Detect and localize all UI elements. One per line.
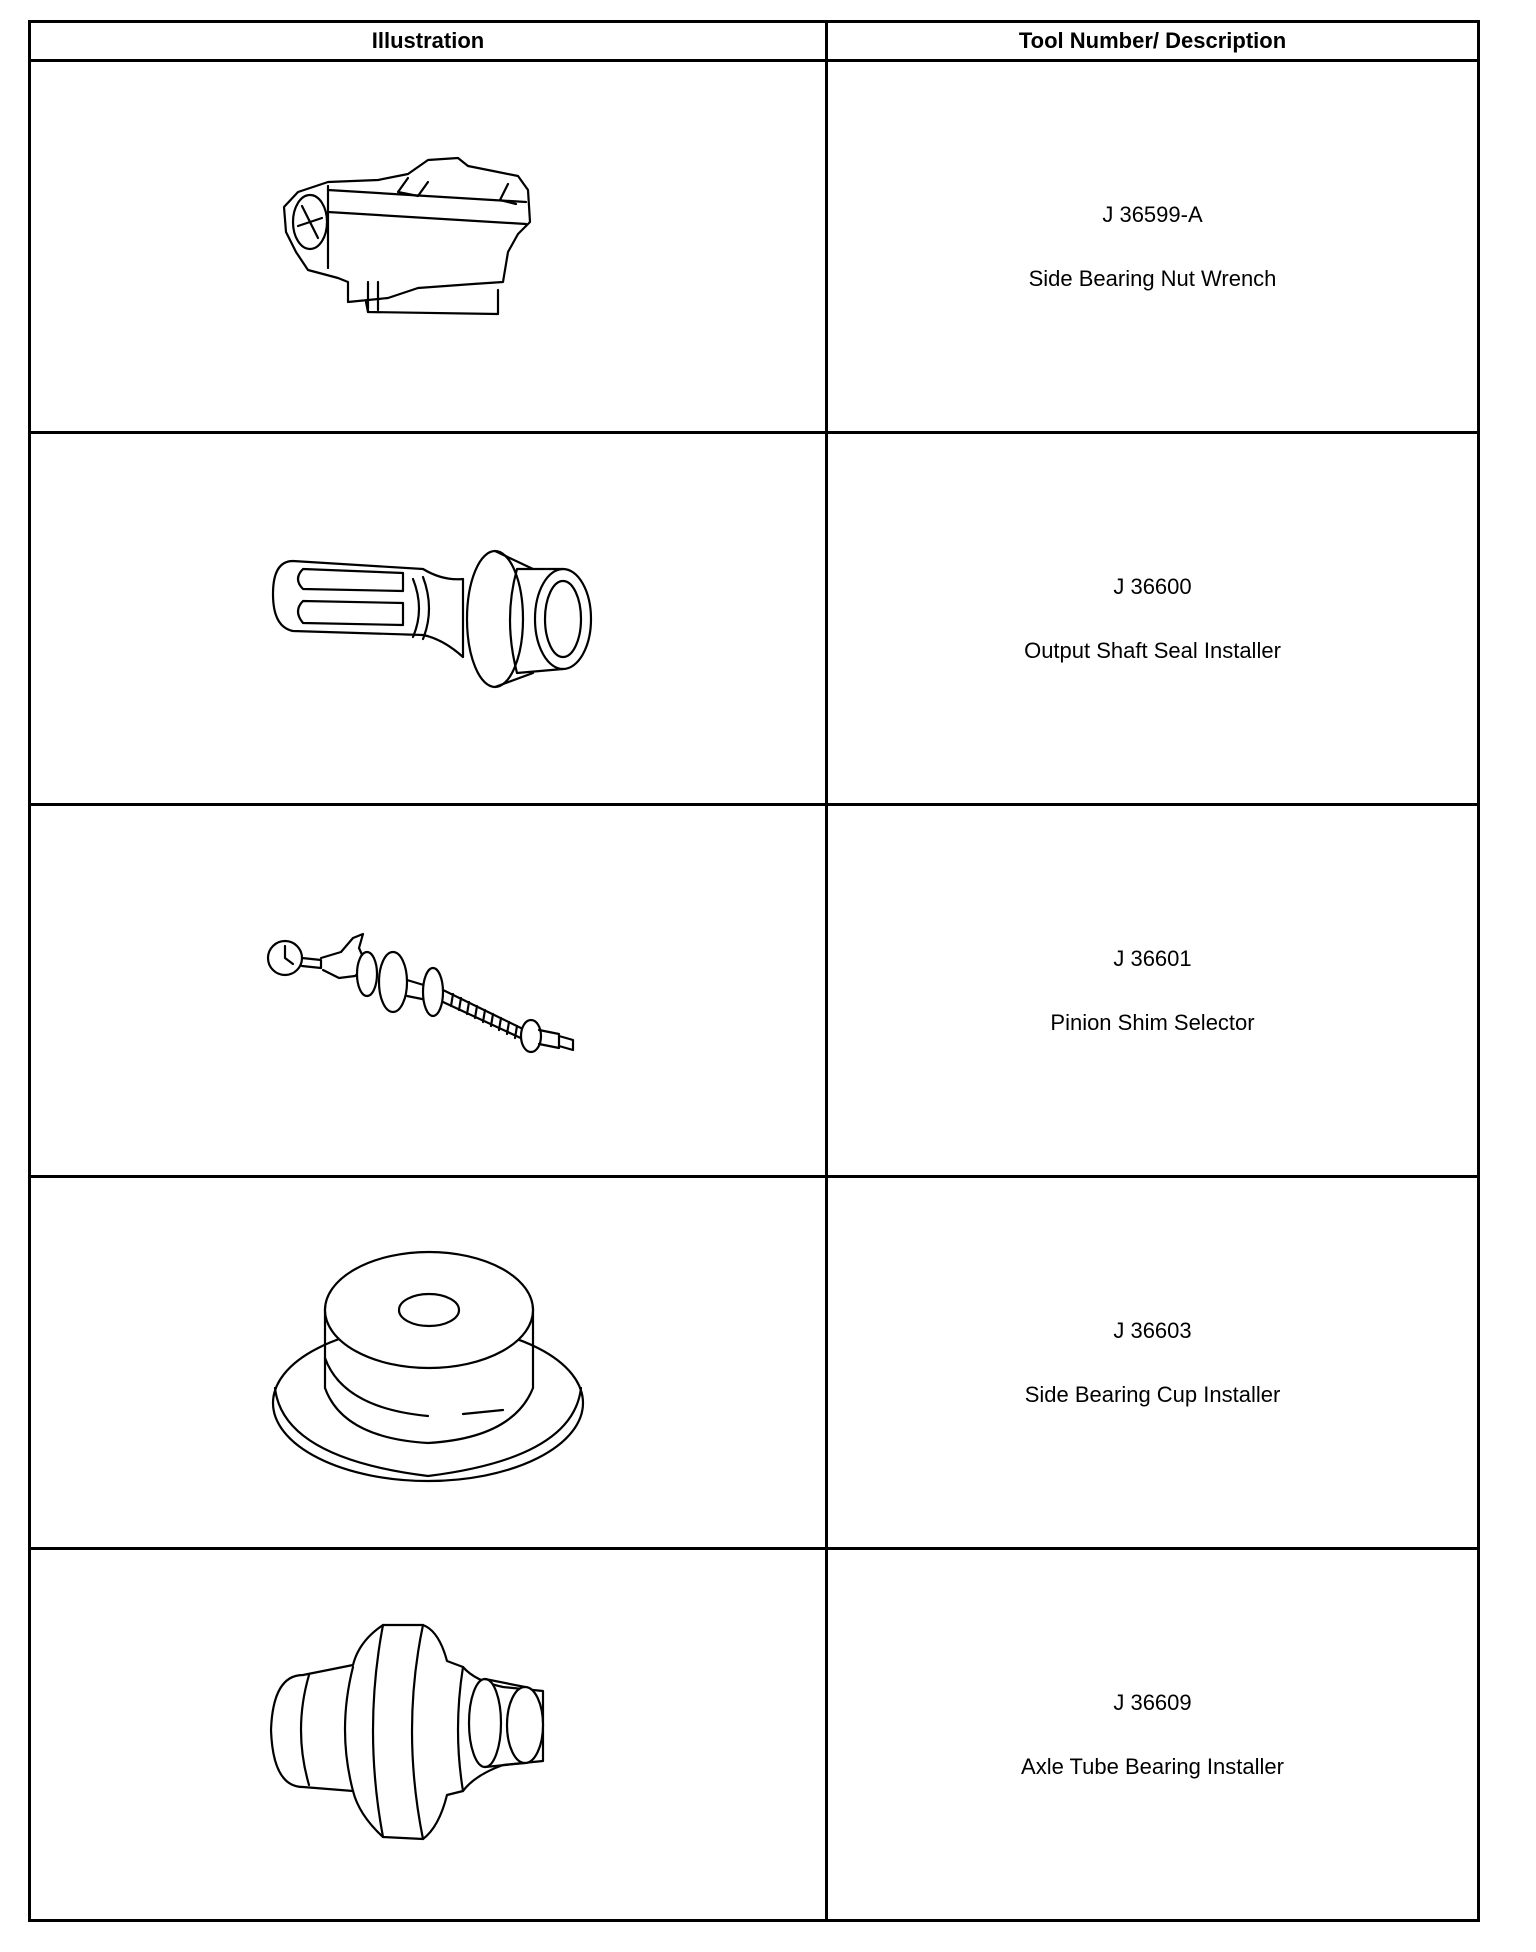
table-row — [30, 1177, 1479, 1549]
tool-number: J 36603 — [1113, 1317, 1192, 1343]
illustration-cell — [30, 1549, 827, 1921]
tool-description — [828, 573, 1477, 663]
illustration-cell — [30, 1177, 827, 1549]
tool-number: J 36600 — [1113, 573, 1192, 599]
illustration-cell — [30, 433, 827, 805]
tool-description — [828, 1317, 1477, 1407]
tool-description — [828, 945, 1477, 1035]
tool-number: J 36609 — [1113, 1689, 1192, 1715]
cup-installer-icon — [263, 1238, 593, 1488]
tool-name: Axle Tube Bearing Installer — [1021, 1753, 1284, 1779]
tool-number: J 36601 — [1113, 945, 1192, 971]
header-illustration: Illustration — [30, 22, 827, 61]
illustration-cell — [30, 61, 827, 433]
tool-name: Output Shaft Seal Installer — [1024, 637, 1281, 663]
tool-number: J 36599-A — [1102, 201, 1203, 227]
tool-description — [828, 201, 1477, 291]
tool-name: Side Bearing Cup Installer — [1024, 1381, 1281, 1407]
header-tool-number: Tool Number/ Description — [827, 22, 1479, 61]
table-row — [30, 61, 1479, 433]
tool-description — [828, 1689, 1477, 1779]
table-row — [30, 1549, 1479, 1921]
table-row — [30, 805, 1479, 1177]
nut-wrench-icon — [268, 152, 588, 342]
table-row — [30, 433, 1479, 805]
tool-table — [28, 20, 1480, 1922]
illustration-cell — [30, 805, 827, 1177]
tool-name: Side Bearing Nut Wrench — [1028, 265, 1277, 291]
tool-name: Pinion Shim Selector — [1050, 1009, 1255, 1035]
shim-selector-icon — [263, 926, 593, 1056]
bearing-installer-icon — [263, 1615, 593, 1855]
seal-installer-icon — [263, 539, 593, 699]
header-row — [30, 22, 1479, 61]
